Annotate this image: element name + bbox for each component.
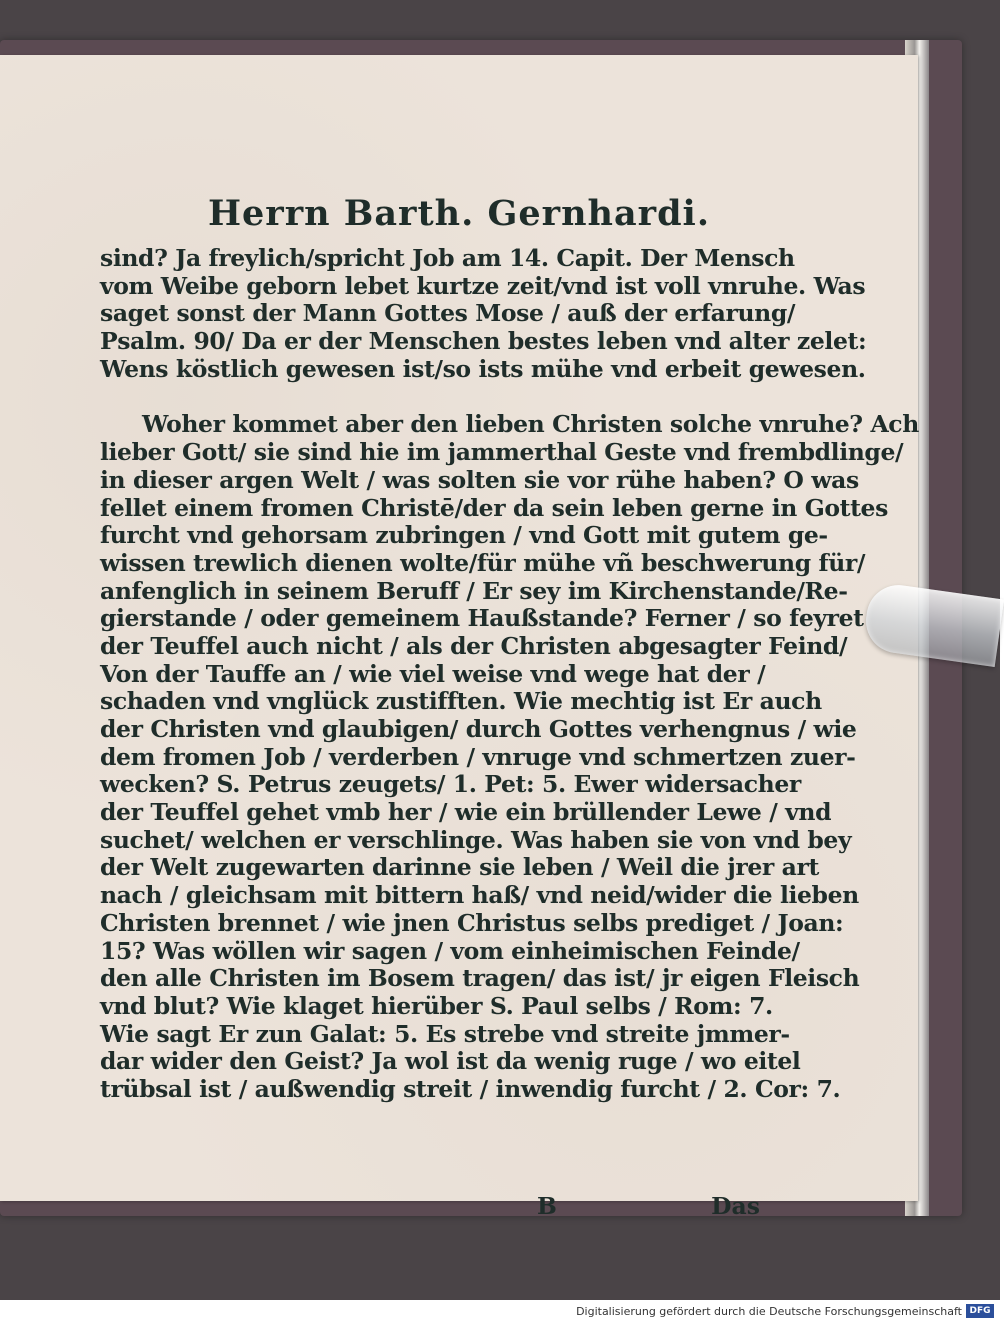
text-block — [100, 244, 919, 1104]
text-line: gierstande / oder gemeinem Haußstande? Ferner / so feyret — [100, 604, 864, 633]
dfg-logo-icon: DFG — [966, 1304, 994, 1318]
catchword: Das — [711, 1192, 760, 1220]
text-line: furcht vnd gehorsam zubringen / vnd Gott mit gutem ge- — [100, 521, 828, 550]
text-line: schaden vnd vnglück zustifften. Wie mechtig ist Er auch — [100, 687, 822, 716]
signature-mark: B — [537, 1192, 557, 1220]
text-line: suchet/ welchen er verschlinge. Was haben sie von vnd bey — [100, 825, 852, 854]
running-head: Herrn Barth. Gernhardi. — [207, 193, 711, 234]
text-line: der Christen vnd glaubigen/ durch Gottes verhengnus / wie — [100, 715, 857, 743]
text-line: den alle Christen im Bosem tragen/ das ist/ jr eigen Fleisch — [100, 964, 860, 993]
book-page — [0, 55, 919, 1220]
text-line: vnd blut? Wie klaget hierüber S. Paul selbs / Rom: 7. — [100, 991, 773, 1020]
text-line: 15? Was wöllen wir sagen / vom einheimischen Feinde/ — [100, 936, 800, 965]
text-line: vom Weibe geborn lebet kurtze zeit/vnd ist voll vnruhe. Was — [100, 271, 866, 300]
text-line: dem fromen Job / verderben / vnruge vnd schmertzen zuer- — [100, 742, 856, 771]
text-line: in dieser argen Welt / was solten sie vor rühe haben? O was — [100, 465, 859, 494]
text-line: Wens köstlich gewesen ist/so ists mühe vnd erbeit gewesen. — [100, 354, 866, 383]
text-line: saget sonst der Mann Gottes Mose / auß der erfarung/ — [100, 299, 796, 328]
text-line: sind? Ja freylich/spricht Job am 14. Capit. Der Mensch — [100, 244, 795, 272]
text-line: wecken? S. Petrus zeugets/ 1. Pet: 5. Ewer widersacher — [100, 770, 801, 799]
text-line: der Teuffel gehet vmb her / wie ein brüllender Lewe / vnd — [100, 798, 832, 827]
paragraph-gap — [100, 383, 760, 411]
text-line: dar wider den Geist? Ja wol ist da wenig ruge / wo eitel — [100, 1047, 801, 1076]
text-line: anfenglich in seinem Beruff / Er sey im Kirchenstande/Re- — [100, 576, 848, 605]
text-line: Wie sagt Er zun Galat: 5. Es strebe vnd streite jmmer- — [100, 1019, 790, 1048]
text-line: der Welt zugewarten darinne sie leben / Weil die jrer art — [100, 853, 819, 882]
funding-credit: Digitalisierung gefördert durch die Deutsche Forschungsgemeinschaft — [576, 1305, 962, 1318]
text-line: der Teuffel auch nicht / als der Christen abgesagter Feind/ — [100, 631, 848, 660]
text-line: fellet einem fromen Christē/der da sein leben gerne in Gottes — [100, 493, 888, 522]
text-line: Von der Tauffe an / wie viel weise vnd wege hat der / — [100, 659, 766, 688]
text-line: wissen trewlich dienen wolte/für mühe vñ beschwerung für/ — [100, 548, 866, 577]
text-line: Woher kommet aber den lieben Christen solche vnruhe? Ach — [142, 410, 919, 439]
text-line: Psalm. 90/ Da er der Menschen bestes leben vnd alter zelet: — [100, 327, 867, 356]
footer-bar — [0, 1300, 1000, 1324]
catchword-row — [100, 1192, 760, 1222]
text-line: trübsal ist / außwendig streit / inwendig furcht / 2. Cor: 7. — [100, 1074, 841, 1103]
text-line: Christen brennet / wie jnen Christus selbs prediget / Joan: — [100, 908, 844, 937]
text-line: nach / gleichsam mit bittern haß/ vnd neid/wider die lieben — [100, 881, 859, 910]
text-line: lieber Gott/ sie sind hie im jammerthal Geste vnd frembdlinge/ — [100, 438, 904, 467]
